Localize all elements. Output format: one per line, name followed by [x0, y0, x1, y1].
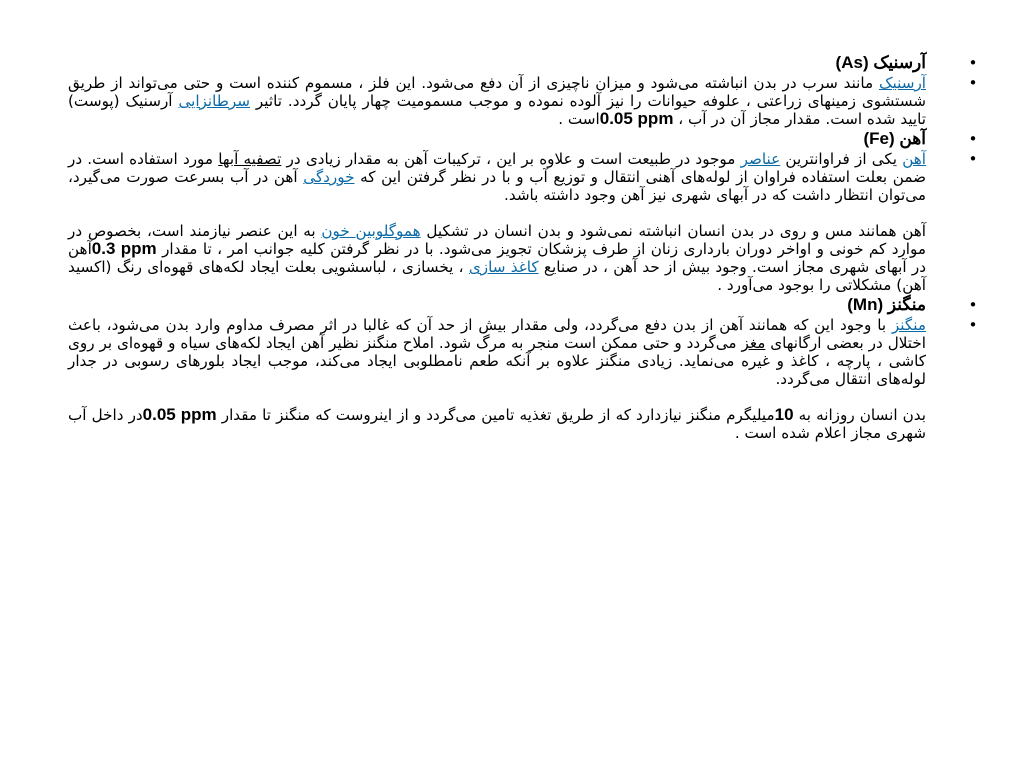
- link-water-treatment[interactable]: تصفیه آبها: [218, 150, 282, 168]
- bullet-dot: •: [968, 150, 978, 168]
- bullet-arsenic-body: [68, 74, 978, 128]
- manganese-text-3: بدن انسان روزانه به: [793, 406, 926, 424]
- arsenic-text-3: است .: [558, 110, 600, 128]
- bullet-dot: •: [968, 316, 978, 334]
- manganese-heading: منگنز (Mn): [847, 295, 926, 314]
- bullet-dot: •: [968, 74, 978, 92]
- link-hemoglobin[interactable]: هموگلوبین خون: [321, 222, 421, 240]
- iron-text-6: به این عنصر نیازمند است، بخصوص در موارد کم خونی و اواخر دوران بارداری زنان از طرف پزشکان تجویز می‌شود. با در نظر گرفتن کلیه جوانب امر ، تا مقدار: [68, 222, 926, 258]
- iron-text-3: مورد استفاده است. در ضمن بعلت استفاده فراوان از لوله‌های آهنی انتقال و توزیع آب و با در نظر گرفتن این که: [68, 150, 926, 186]
- arsenic-text-1: مانند سرب در بدن انباشته می‌شود و میزان ناچیزی از آن دفع می‌شود. این فلز ، مسموم کننده است و حتی می‌تواند از طریق شستشوی زمینهای زراعتی ، علوفه حیوانات را نیز آلوده نموده و موجب مسمومیت چهار پایان گردد. تاثیر: [68, 74, 926, 110]
- manganese-text-2: می‌گردد و حتی ممکن است منجر به مرگ شود. املاح منگنز نظیر آهن ایجاد لکه‌های سیاه و قهوه‌ای بر روی کاشی ، پارچه ، کاغذ و غیره می‌نماید. زیادی منگنز علاوه بر آنکه طعم نامطلوبی ایجاد می‌کند، موجب ایجاد بلورهای رسوبی در جدار لوله‌های انتقال می‌گردد.: [68, 334, 926, 388]
- manganese-daily-value: 10: [774, 405, 794, 424]
- link-carcinogenic[interactable]: سرطانزایی: [178, 92, 250, 110]
- arsenic-text-2: آرسنیک (پوست) تایید شده است. مقدار مجاز آن در آب ،: [68, 92, 926, 128]
- link-paper-making[interactable]: کاغذ سازی: [468, 258, 539, 276]
- manganese-limit-value: 0.05 ppm: [142, 405, 217, 424]
- bullet-manganese-body: [68, 316, 978, 442]
- link-iron[interactable]: آهن: [902, 150, 927, 168]
- bullet-dot: •: [968, 296, 978, 314]
- arsenic-heading: آرسنیک (As): [835, 53, 926, 72]
- bullet-list: [68, 53, 978, 444]
- iron-text-2: موجود در طبیعت است و علاوه بر این ، ترکیبات آهن به مقدار زیادی در: [281, 150, 741, 168]
- paragraph-gap: [68, 388, 926, 406]
- bullet-iron-heading: [68, 129, 978, 148]
- manganese-text-4: میلیگرم منگنز نیازدارد که از طریق تغذیه تامین می‌گردد و از اینروست که منگنز تا مقدار: [216, 406, 775, 424]
- link-manganese[interactable]: منگنز: [891, 316, 926, 334]
- link-corrosion[interactable]: خوردگی: [303, 168, 355, 186]
- manganese-text-1: با وجود این که همانند آهن از بدن دفع می‌گردد، ولی مقدار بیش از حد آن که غالبا در اثر مصرف مداوم وارد بدن می‌شود، باعث اختلال در بعضی ارگانهای: [68, 316, 926, 352]
- iron-text-7: آهن در آبهای شهری مجاز است. وجود بیش از حد آهن ، در صنایع: [68, 240, 926, 276]
- manganese-paragraph-2: [68, 406, 926, 442]
- iron-heading: آهن (Fe): [863, 129, 926, 148]
- iron-text-5: آهن همانند مس و روی در بدن انسان انباشته نمی‌شود و بدن انسان در تشکیل: [420, 222, 927, 240]
- iron-text-8: ، یخسازی ، لباسشویی بعلت ایجاد لکه‌های قهوه‌ای رنگ (اکسید آهن) مشکلاتی را بوجود می‌آورد .: [68, 258, 926, 294]
- iron-text-4: آهن در آب بسرعت صورت می‌گیرد، می‌توان انتظار داشت که در آبهای شهری نیز آهن وجود داشته باشد.: [68, 168, 926, 204]
- link-arsenic[interactable]: آرسنیک: [878, 74, 926, 92]
- paragraph-gap: [68, 204, 926, 222]
- iron-text-1: یکی از فراوانترین: [780, 150, 903, 168]
- bullet-dot: •: [968, 130, 978, 148]
- bullet-iron-body: [68, 150, 978, 294]
- link-brain[interactable]: مغز: [741, 334, 766, 352]
- bullet-manganese-heading: [68, 295, 978, 314]
- iron-paragraph-1: [68, 150, 926, 204]
- iron-limit-value: 0.3 ppm: [91, 239, 157, 258]
- bullet-arsenic-heading: [68, 53, 978, 72]
- manganese-paragraph-1: [68, 316, 926, 388]
- bullet-dot: •: [968, 54, 978, 72]
- link-elements[interactable]: عناصر: [740, 150, 781, 168]
- manganese-text-5: در داخل آب شهری مجاز اعلام شده است .: [68, 406, 926, 442]
- iron-paragraph-2: [68, 222, 926, 294]
- arsenic-limit-value: 0.05 ppm: [599, 109, 674, 128]
